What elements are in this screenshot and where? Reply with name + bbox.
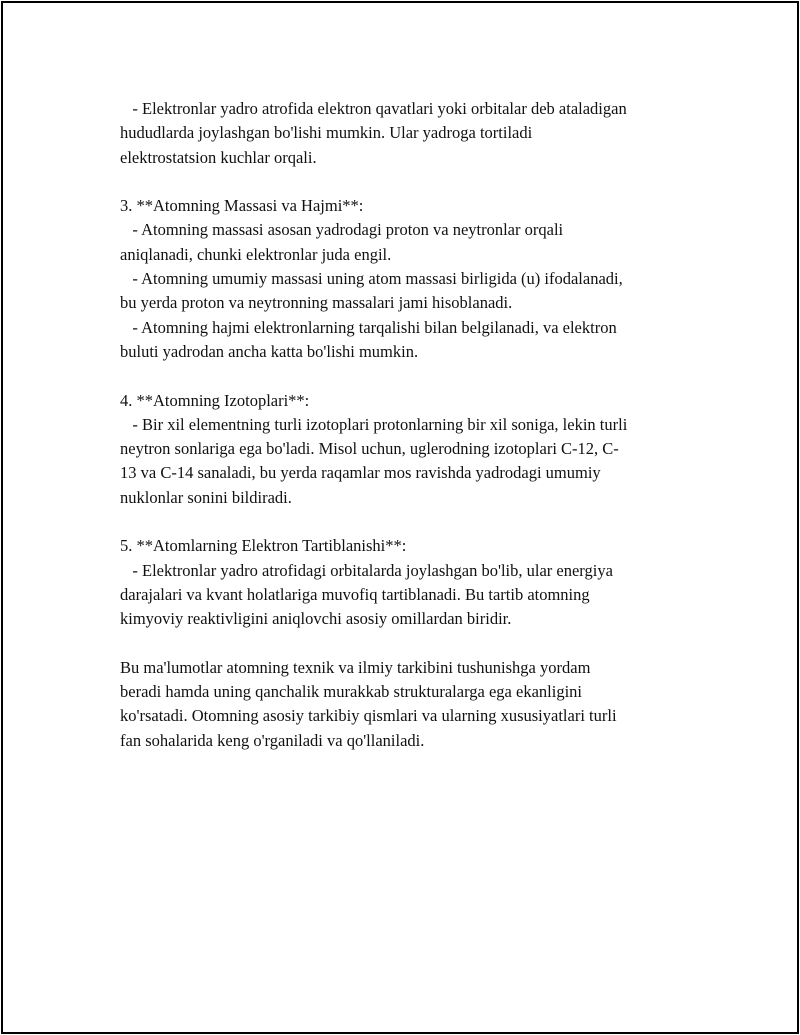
text-line: fan sohalarida keng o'rganiladi va qo'llaniladi.: [120, 730, 425, 750]
text-line: nuklonlar sonini bildiradi.: [120, 487, 292, 507]
section-heading: 5. **Atomlarning Elektron Tartiblanishi**:: [120, 536, 407, 556]
text-line: - Elektronlar yadro atrofida elektron qavatlari yoki orbitalar deb ataladigan: [120, 99, 627, 118]
text-line: bu yerda proton va neytronning massalari jami hisoblanadi.: [120, 293, 513, 313]
text-line: - Atomning hajmi elektronlarning tarqalishi bilan belgilanadi, va elektron: [120, 317, 617, 337]
paragraph-electron-orbitals: [120, 97, 700, 170]
paragraph-gap: [120, 632, 700, 656]
section-heading: 3. **Atomning Massasi va Hajmi**:: [120, 196, 364, 216]
text-line: neytron sonlariga ega bo'ladi. Misol uchun, uglerodning izotoplari C-12, C-: [120, 439, 619, 459]
text-line: hududlarda joylashgan bo'lishi mumkin. Ular yadroga tortiladi: [120, 123, 533, 143]
section-electron-configuration: [120, 534, 700, 631]
text-line: kimyoviy reaktivligini aniqlovchi asosiy omillardan biridir.: [120, 609, 512, 629]
text-line: 13 va C-14 sanaladi, bu yerda raqamlar mos ravishda yadrodagi umumiy: [120, 463, 601, 483]
text-line: aniqlanadi, chunki elektronlar juda engil.: [120, 244, 392, 264]
text-line: - Bir xil elementning turli izotoplari protonlarning bir xil soniga, lekin turli: [120, 414, 628, 434]
paragraph-gap: [120, 170, 700, 194]
section-mass-and-volume: [120, 194, 700, 364]
text-line: ko'rsatadi. Otomning asosiy tarkibiy qismlari va ularning xususiyatlari turli: [120, 706, 617, 726]
text-line: elektrostatsion kuchlar orqali.: [120, 147, 317, 167]
text-line: - Elektronlar yadro atrofidagi orbitalarda joylashgan bo'lib, ular energiya: [120, 560, 613, 580]
section-heading: 4. **Atomning Izotoplari**:: [120, 390, 310, 410]
text-line: - Atomning umumiy massasi uning atom massasi birligida (u) ifodalanadi,: [120, 269, 623, 289]
text-line: darajalari va kvant holatlariga muvofiq tartiblanadi. Bu tartib atomning: [120, 584, 590, 604]
text-line: Bu ma'lumotlar atomning texnik va ilmiy tarkibini tushunishga yordam: [120, 657, 591, 677]
paragraph-conclusion: [120, 656, 700, 753]
document-body: [120, 97, 700, 753]
page-frame: [1, 1, 799, 1034]
text-line: - Atomning massasi asosan yadrodagi proton va neytronlar orqali: [120, 220, 564, 240]
text-line: beradi hamda uning qanchalik murakkab strukturalarga ega ekanligini: [120, 682, 582, 702]
paragraph-gap: [120, 364, 700, 388]
section-isotopes: [120, 389, 700, 510]
paragraph-gap: [120, 510, 700, 534]
text-line: buluti yadrodan ancha katta bo'lishi mumkin.: [120, 341, 419, 361]
